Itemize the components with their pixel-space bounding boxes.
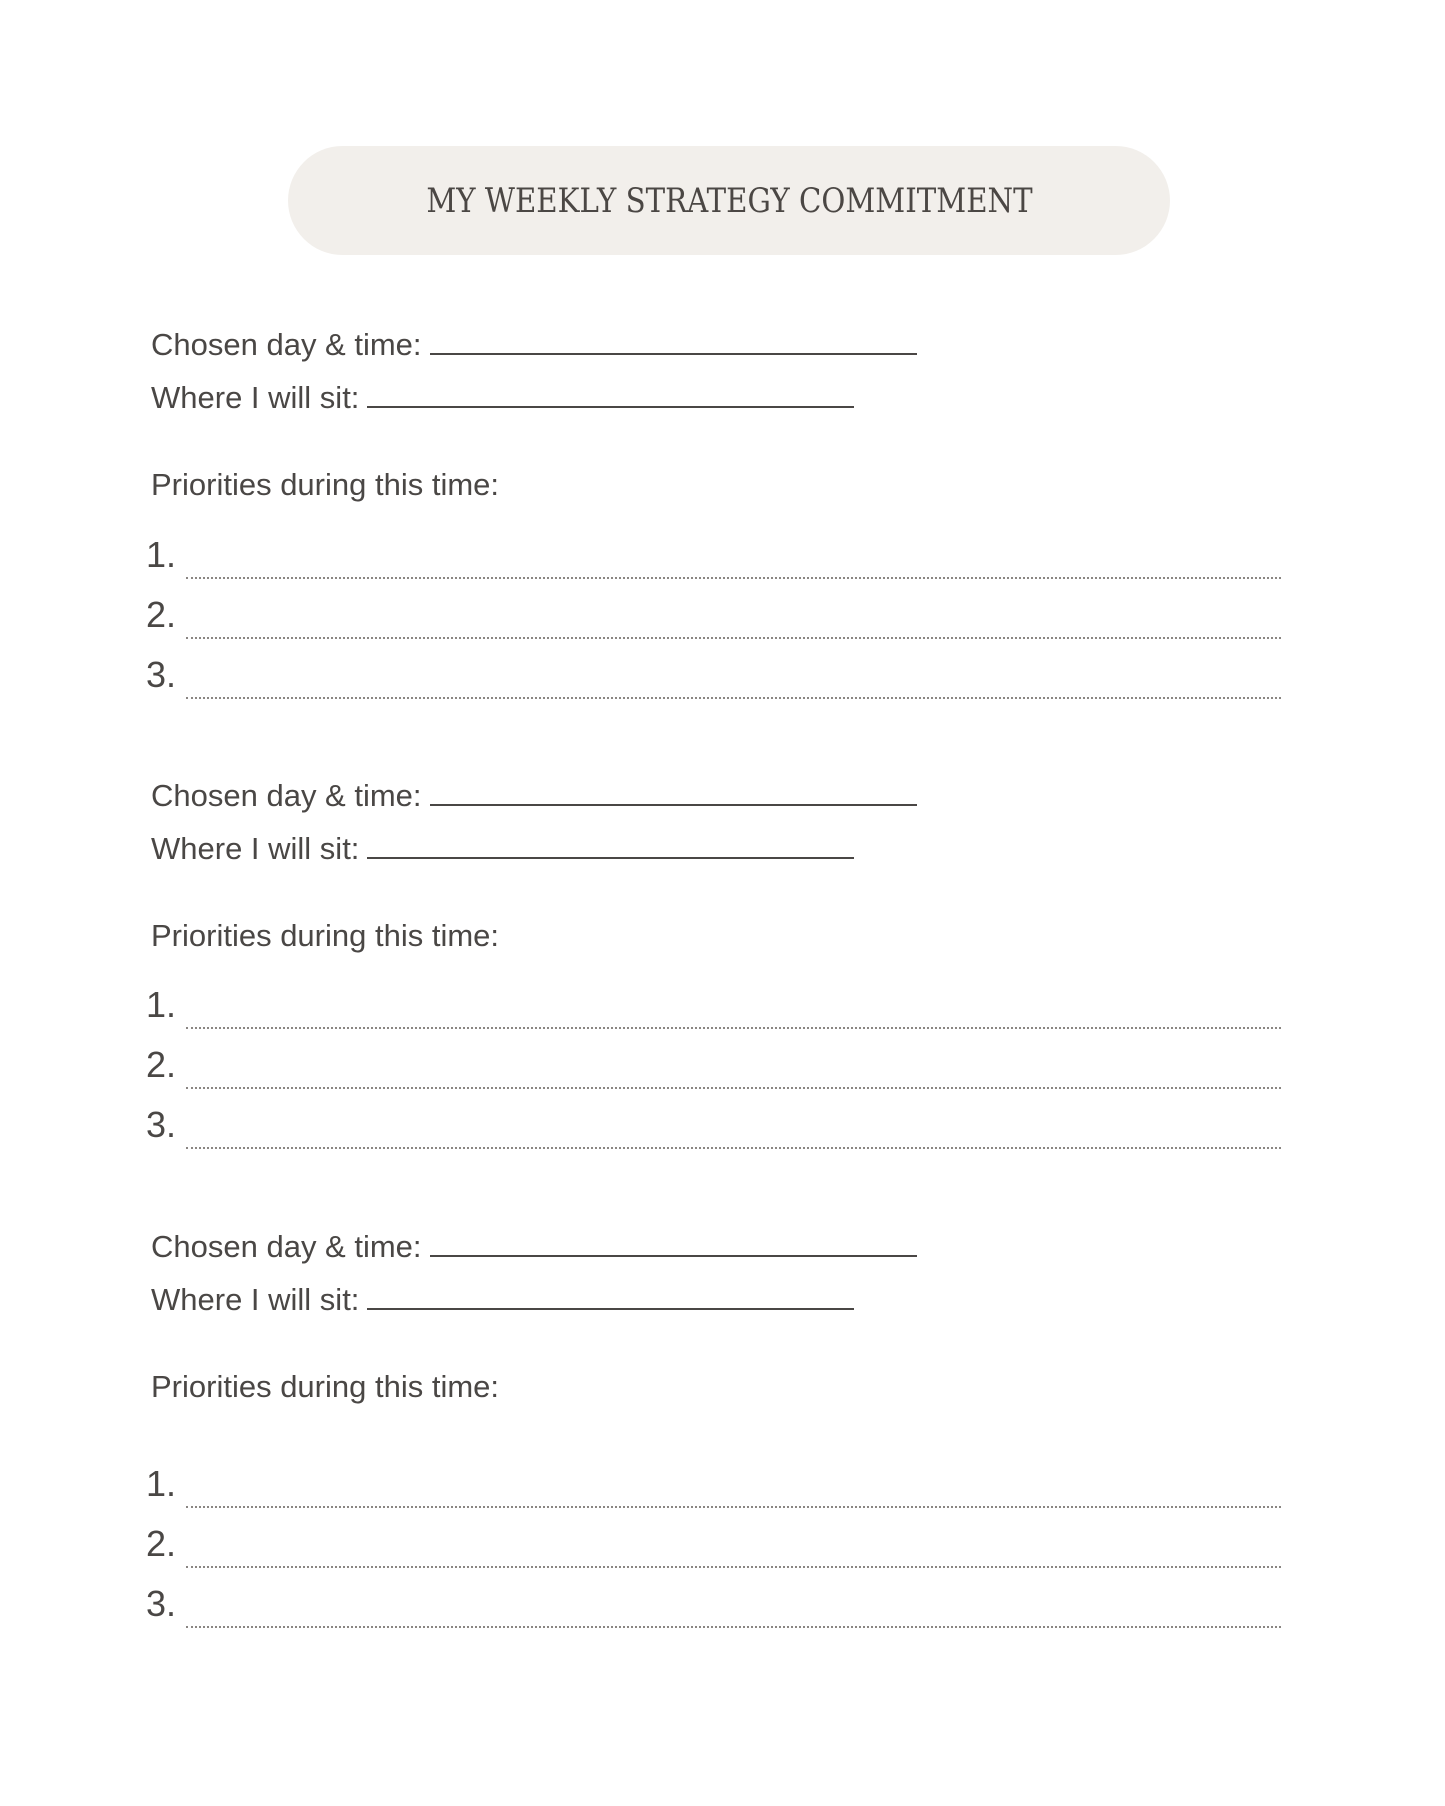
item-number: 3. [146,1104,177,1145]
day-time-label: Chosen day & time: [151,1229,422,1264]
page-title: MY WEEKLY STRATEGY COMMITMENT [425,180,1033,221]
day-time-field-3 [151,1227,917,1265]
priority-item [146,535,1281,579]
sit-blank[interactable] [367,378,854,408]
item-number: 1. [146,984,177,1025]
item-number: 2. [146,1044,177,1085]
day-time-field-1 [151,325,917,363]
day-time-label: Chosen day & time: [151,778,422,813]
priorities-heading-1: Priorities during this time: [151,467,500,502]
priority-item [146,1464,1281,1508]
writing-line[interactable] [186,577,1281,579]
writing-line[interactable] [186,697,1281,699]
item-number: 1. [146,1463,177,1504]
writing-line[interactable] [186,637,1281,639]
day-time-label: Chosen day & time: [151,327,422,362]
priority-item [146,1045,1281,1089]
day-time-blank[interactable] [430,325,917,355]
writing-line[interactable] [186,1566,1281,1568]
sit-blank[interactable] [367,1280,854,1310]
day-time-blank[interactable] [430,776,917,806]
sit-field-1 [151,378,854,416]
day-time-field-2 [151,776,917,814]
priority-item [146,655,1281,699]
priority-item [146,1524,1281,1568]
sit-blank[interactable] [367,829,854,859]
priorities-heading-3: Priorities during this time: [151,1369,500,1404]
item-number: 1. [146,534,177,575]
priority-item [146,1105,1281,1149]
priority-item [146,985,1281,1029]
sit-label: Where I will sit: [151,831,360,866]
sit-field-2 [151,829,854,867]
title-banner [288,146,1170,255]
sit-label: Where I will sit: [151,380,360,415]
priorities-heading-2: Priorities during this time: [151,918,500,953]
priority-item [146,595,1281,639]
writing-line[interactable] [186,1027,1281,1029]
sit-field-3 [151,1280,854,1318]
priority-item [146,1584,1281,1628]
item-number: 3. [146,654,177,695]
writing-line[interactable] [186,1506,1281,1508]
day-time-blank[interactable] [430,1227,917,1257]
writing-line[interactable] [186,1087,1281,1089]
item-number: 3. [146,1583,177,1624]
writing-line[interactable] [186,1147,1281,1149]
writing-line[interactable] [186,1626,1281,1628]
item-number: 2. [146,1523,177,1564]
item-number: 2. [146,594,177,635]
sit-label: Where I will sit: [151,1282,360,1317]
